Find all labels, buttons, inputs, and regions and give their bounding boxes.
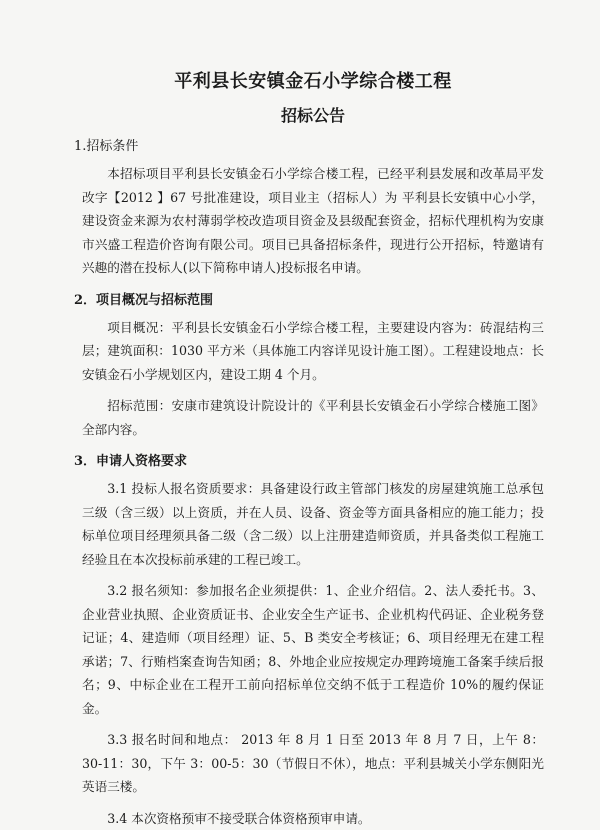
paragraph: 3.1 投标人报名资质要求：具备建设行政主管部门核发的房屋建筑施工总承包三级（含三级）以上资质，并在人员、设备、资金等方面具备相应的施工能力；投标单位项目经理须具备二级（含二级）以上注册建造师资质，并具备类似工程施工经验且在本次投标前承建的工程已竣工。 bbox=[82, 477, 544, 571]
section-project-overview bbox=[82, 288, 544, 442]
paragraph: 招标范围：安康市建筑设计院设计的《平利县长安镇金石小学综合楼施工图》全部内容。 bbox=[82, 394, 544, 441]
section-tender-conditions bbox=[82, 134, 544, 280]
paragraph: 项目概况：平利县长安镇金石小学综合楼工程，主要建设内容为：砖混结构三层；建筑面积：1030 平方米（具体施工内容详见设计施工图）。工程建设地点：长安镇金石小学规划区内，建设工期 4 个月。 bbox=[82, 316, 544, 387]
paragraph: 本招标项目平利县长安镇金石小学综合楼工程，已经平利县发展和改革局平发改字【2012 】67 号批准建设，项目业主（招标人）为 平利县长安镇中心小学，建设资金来源为农村薄弱学校改造项目资金及县级配套资金，招标代理机构为安康市兴盛工程造价咨询有限公司。项目已具备招标条件，现进行公开招标，特邀请有兴趣的潜在投标人(以下简称申请人)投标报名申请。 bbox=[82, 162, 544, 280]
section-qualification bbox=[82, 449, 544, 830]
paragraph: 3.3 报名时间和地点： 2013 年 8 月 1 日至 2013 年 8 月 7 日，上午 8：30-11：30，下午 3：00-5：30（节假日不休），地点：平利县城关小学东侧阳光英语三楼。 bbox=[82, 728, 544, 799]
section-heading: 1.招标条件 bbox=[74, 134, 544, 160]
document-title: 平利县长安镇金石小学综合楼工程 bbox=[82, 70, 544, 94]
section-heading: 3．申请人资格要求 bbox=[74, 449, 544, 475]
document-subtitle: 招标公告 bbox=[82, 104, 544, 128]
section-heading: 2．项目概况与招标范围 bbox=[74, 288, 544, 314]
paragraph: 3.2 报名须知：参加报名企业须提供：1、企业介绍信。2、法人委托书。3、企业营业执照、企业资质证书、企业安全生产证书、企业机构代码证、企业税务登记证；4、建造师（项目经理）证、5、B 类安全考核证；6、项目经理无在建工程承诺；7、行贿档案查询告知函；8、外地企业应按规定办理跨境施工备案手续后报名；9、中标企业在工程开工前向招标单位交纳不低于工程造价 10%的履约保证金。 bbox=[82, 579, 544, 720]
paragraph: 3.4 本次资格预审不接受联合体资格预审申请。 bbox=[82, 807, 544, 830]
